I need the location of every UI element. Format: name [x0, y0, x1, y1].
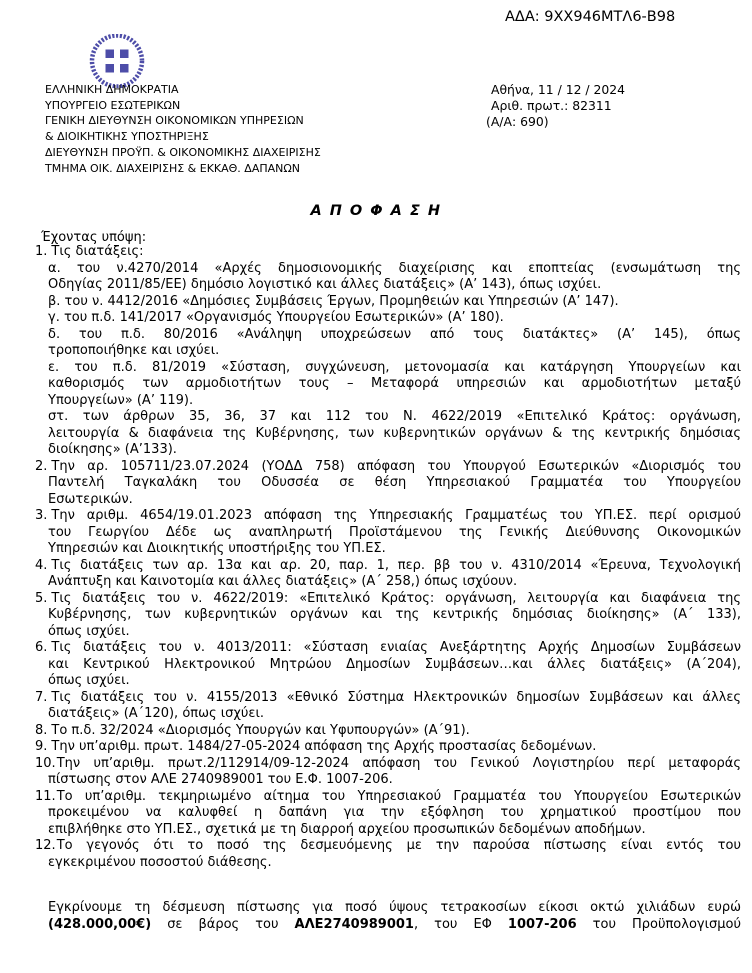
consideration-item [35, 689, 741, 723]
item-number: 8. [35, 722, 48, 738]
document-body [35, 244, 741, 933]
text-line: 12.Το γεγονός ότι το ποσό της δεσμευόμενης με την παρούσα πίστωσης είναι εντός του [35, 838, 741, 853]
considerations-list [35, 244, 741, 871]
text-line: δ. του π.δ. 80/2016 «Ανάληψη υποχρεώσεων από τους διατάκτες» (Α’ 145), όπως [48, 326, 741, 342]
item-number: 10. [35, 755, 56, 771]
text-line: διατάξεις» (Α΄120), όπως ισχύει. [48, 706, 264, 721]
protocol-number-line: Αριθ. πρωτ.: 82311 [491, 97, 612, 113]
org-line-ministry: ΥΠΟΥΡΓΕΙΟ ΕΣΩΤΕΡΙΚΩΝ [45, 98, 181, 112]
text-line: Ανάπτυξη και Καινοτομία και άλλες διατάξεις» (Α΄ 258,) όπως ισχύουν. [48, 574, 518, 589]
text-line: του Γεωργίου Δέδε ως αναπληρωτή Προϊστάμενου της Γενικής Διεύθυνσης Οικονομικών [48, 524, 741, 540]
item-number: 7. [35, 689, 48, 705]
consideration-item [35, 722, 741, 740]
decision-title: Α Π Ο Φ Α Σ Η [310, 203, 442, 219]
text-line: και Κεντρικού Ηλεκτρονικού Μητρώου Δημοσίων Συμβάσεων…και άλλες διατάξεις» (Α΄204), [48, 656, 741, 672]
item-number: 5. [35, 590, 48, 606]
text-line: 3. Την αριθμ. 4654/19.01.2023 απόφαση της Υπηρεσιακής Γραμματέως του ΥΠ.ΕΣ. περί ορισμού [35, 508, 741, 523]
approval-text-line: (428.000,00€) σε βάρος του ΑΛΕ2740989001, του ΕΦ 1007-206 του Προϋπολογισμού [48, 916, 741, 932]
text-line: Οδηγίας 2011/85/ΕΕ) δημόσιο λογιστικό και άλλες διατάξεις» (Α’ 143), όπως ισχύει. [48, 277, 602, 292]
consideration-item [35, 838, 741, 871]
org-line-directorate: ΔΙΕΥΘΥΝΣΗ ΠΡΟΫΠ. & ΟΙΚΟΝΟΜΙΚΗΣ ΔΙΑΧΕΙΡΙΣΗΣ [45, 145, 321, 159]
item-number: 9. [35, 739, 48, 754]
consideration-item [35, 508, 741, 558]
item-number: 4. [35, 557, 48, 573]
org-line-department: ΤΜΗΜΑ ΟΙΚ. ΔΙΑΧΕΙΡΙΣΗΣ & ΕΚΚΑΘ. ΔΑΠΑΝΩΝ [45, 161, 301, 175]
consideration-item [35, 739, 741, 756]
consideration-item [35, 755, 741, 789]
text-line: Εσωτερικών. [48, 491, 133, 507]
text-line: Υπηρεσιών και Διοικητικής υποστήριξης του ΥΠ.ΕΣ. [48, 541, 386, 556]
text-line: 8. Το π.δ. 32/2024 «Διορισμός Υπουργών και Υφυπουργών» (Α΄91). [35, 722, 470, 738]
text-line: 7. Τις διατάξεις του ν. 4155/2013 «Εθνικό Σύστημα Ηλεκτρονικών δημοσίων Συμβάσεων και άλλες [35, 689, 741, 705]
text-line: γ. του π.δ. 141/2017 «Οργανισμός Υπουργείου Εσωτερικών» (Α’ 180). [48, 310, 504, 325]
item-number: 11. [35, 788, 56, 804]
text-line: Υπουργείων» (Α’ 119). [48, 392, 194, 408]
consideration-item [35, 458, 741, 509]
text-line: 5. Τις διατάξεις του ν. 4622/2019: «Επιτελικό Κράτος: οργάνωση, λειτουργία και διαφάνεια της [35, 590, 741, 606]
text-line: 2. Την αρ. 105711/23.07.2024 (ΥΟΔΔ 758) απόφαση του Υπουργού Εσωτερικών «Διορισμός του [35, 458, 741, 474]
text-line: β. του ν. 4412/2016 «Δημόσιες Συμβάσεις Έργων, Προμηθειών και Υπηρεσιών (Α’ 147). [48, 293, 619, 309]
text-line: Κυβέρνησης, των κυβερνητικών οργάνων και της κεντρικής δημόσιας διοίκησης» (Α΄ 133), [48, 607, 741, 622]
ada-value: 9ΧΧ946ΜΤΛ6-Β98 [544, 9, 676, 25]
consideration-item [35, 244, 741, 459]
text-line: λειτουργία & διαφάνεια της Κυβέρνησης, των κυβερνητικών οργάνων & της κεντρικής δημόσιας [48, 425, 741, 441]
org-line-republic: ΕΛΛΗΝΙΚΗ ΔΗΜΟΚΡΑΤΙΑ [45, 83, 179, 96]
text-line: επιβλήθηκε στο ΥΠ.ΕΣ., σχετικά με τη διαρροή αρχείου προσωπικών δεδομένων αποδήμων. [48, 821, 646, 837]
greek-emblem-icon [89, 34, 145, 88]
item-number: 1. [35, 244, 48, 259]
org-line-general-directorate-2: & ΔΙΟΙΚΗΤΙΚΗΣ ΥΠΟΣΤΗΡΙΞΗΣ [45, 130, 209, 144]
text-line: προκειμένου να καλυφθεί η δαπάνη για την εξόφληση του χρηματικού προστίμου που [48, 805, 741, 820]
consideration-item [35, 640, 741, 690]
consideration-item [35, 590, 741, 641]
ada-code [505, 9, 675, 25]
issuing-authority-block [45, 82, 321, 176]
text-line: εγκεκριμένου ποσοστού διάθεσης. [48, 854, 272, 870]
text-line: 4. Τις διατάξεις των αρ. 13α και αρ. 20, παρ. 1, περ. ββ του ν. 4310/2014 «Έρευνα, Τεχνολογική [35, 557, 741, 573]
aa-number-line: (Α/Α: 690) [486, 113, 549, 129]
text-line: 1. Τις διατάξεις: [35, 244, 144, 259]
text-line: 9. Την υπ’αριθμ. πρωτ. 1484/27-05-2024 απόφαση της Αρχής προστασίας δεδομένων. [35, 739, 597, 754]
text-line: διοίκησης» (Α’133). [48, 442, 177, 457]
text-line: 10.Την υπ’αριθμ. πρωτ.2/112914/09-12-2024 απόφαση του Γενικού Λογιστηρίου περί μεταφοράς [35, 755, 741, 771]
text-line: Παντελή Ταγκαλάκη του Οδυσσέα σε θέση Υπηρεσιακού Γραμματέα του Υπουργείου [48, 475, 741, 490]
text-line: ε. του π.δ. 81/2019 «Σύσταση, συγχώνευση, μετονομασία και κατάργηση Υπουργείων και [48, 359, 741, 375]
place-date-line: Αθήνα, 11 / 12 / 2024 [491, 82, 626, 97]
text-line: τροποποιήθηκε και ισχύει. [48, 343, 220, 358]
text-line: στ. των άρθρων 35, 36, 37 και 112 του Ν. 4622/2019 «Επιτελικό Κράτος: οργάνωση, [48, 409, 741, 424]
item-number: 12. [35, 838, 56, 853]
text-line: όπως ισχύει. [48, 673, 130, 688]
text-line: α. του ν.4270/2014 «Αρχές δημοσιονομικής διαχείρισης και εποπτείας (ενσωμάτωση της [48, 260, 741, 276]
text-line: όπως ισχύει. [48, 623, 130, 639]
text-line: πίστωσης στον ΑΛΕ 2740989001 του Ε.Φ. 1007-206. [48, 772, 393, 787]
protocol-block [486, 82, 625, 129]
item-number: 3. [35, 508, 48, 523]
consideration-item [35, 557, 741, 591]
item-number: 6. [35, 640, 48, 655]
text-line: καθορισμός των αρμοδιοτήτων τους – Μεταφορά υπηρεσιών και αρμοδιοτήτων μεταξύ [48, 376, 741, 391]
org-line-general-directorate: ΓΕΝΙΚΗ ΔΙΕΥΘΥΝΣΗ ΟΙΚΟΝΟΜΙΚΩΝ ΥΠΗΡΕΣΙΩΝ [45, 114, 304, 128]
text-line: 6. Τις διατάξεις του ν. 4013/2011: «Σύσταση ενιαίας Ανεξάρτητης Αρχής Δημοσίων Συμβάσεων [35, 640, 741, 655]
ada-label: ΑΔΑ: [505, 9, 540, 25]
consideration-item [35, 788, 741, 839]
having-regard-label: Έχοντας υπόψη: [41, 230, 147, 245]
approval-text-line: Εγκρίνουμε τη δέσμευση πίστωσης για ποσό ύψους τετρακοσίων είκοσι οκτώ χιλιάδων ευρώ [48, 900, 741, 915]
item-number: 2. [35, 458, 48, 474]
approval-paragraph [48, 900, 741, 933]
text-line: 11.Το υπ’αριθμ. τεκμηριωμένο αίτημα του Υπηρεσιακού Γραμματέα του Υπουργείου Εσωτερικών [35, 788, 741, 804]
